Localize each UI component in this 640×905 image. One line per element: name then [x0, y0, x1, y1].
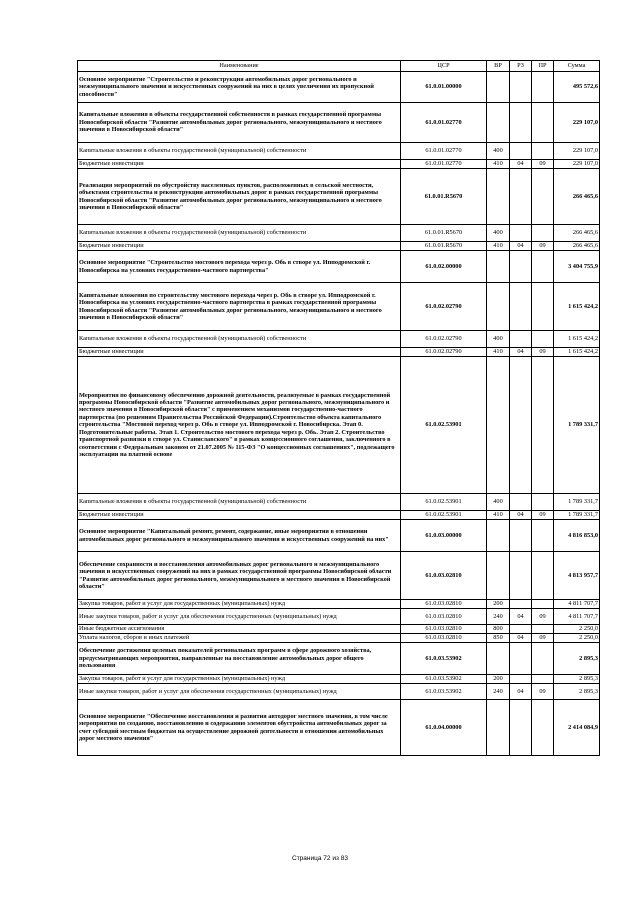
cell-name: Бюджетные инвестиции — [78, 160, 401, 169]
table-row — [78, 511, 600, 520]
header-pr: ПР — [532, 61, 554, 72]
table-row — [78, 600, 600, 609]
cell-vr — [487, 103, 510, 143]
cell-name: Бюджетные инвестиции — [78, 242, 401, 251]
cell-vr — [487, 169, 510, 225]
cell-pr — [532, 625, 554, 634]
table-row — [78, 348, 600, 357]
cell-pr: 09 — [532, 160, 554, 169]
cell-rz: 04 — [510, 684, 532, 700]
cell-csr: 61.0.01.00000 — [401, 72, 487, 103]
table-row — [78, 160, 600, 169]
cell-name: Иные закупки товаров, работ и услуг для обеспечения государственных (муниципальных) нужд — [78, 609, 401, 625]
cell-name: Основное мероприятие "Строительство мостового перехода через р. Обь в створе ул. Ипподромской г. Новосибирска на условиях государственно-частного партнерства" — [78, 251, 401, 283]
cell-vr: 410 — [487, 242, 510, 251]
cell-rz — [510, 72, 532, 103]
cell-name: Бюджетные инвестиции — [78, 511, 401, 520]
table-row — [78, 357, 600, 494]
cell-sum: 229 107,0 — [554, 143, 600, 160]
cell-rz — [510, 103, 532, 143]
cell-vr: 240 — [487, 684, 510, 700]
cell-sum: 3 404 755,9 — [554, 251, 600, 283]
cell-rz — [510, 357, 532, 494]
cell-vr: 400 — [487, 225, 510, 242]
cell-sum: 266 465,6 — [554, 225, 600, 242]
cell-csr: 61.0.03.00000 — [401, 520, 487, 552]
cell-csr: 61.0.02.53901 — [401, 494, 487, 511]
table-row — [78, 625, 600, 634]
cell-rz — [510, 251, 532, 283]
cell-csr: 61.0.02.02790 — [401, 331, 487, 348]
cell-csr: 61.0.03.53902 — [401, 675, 487, 684]
header-vr: ВР — [487, 61, 510, 72]
cell-sum: 229 107,0 — [554, 103, 600, 143]
cell-rz: 04 — [510, 609, 532, 625]
cell-rz — [510, 225, 532, 242]
header-name: Наименование — [78, 61, 401, 72]
cell-pr — [532, 169, 554, 225]
cell-sum: 1 789 331,7 — [554, 494, 600, 511]
cell-name: Обеспечение сохранности и восстановления автомобильных дорог регионального и межмуниципального значения и искусственных сооружений на них в рамках государственной программы Новосибирской области "Развитие автомобильных дорог регионального, межмуниципального и местного значения в Новосибирской области" — [78, 552, 401, 600]
cell-sum: 2 250,0 — [554, 625, 600, 634]
cell-pr — [532, 520, 554, 552]
table-row — [78, 700, 600, 756]
table-header-row — [78, 61, 600, 72]
cell-csr: 61.0.02.00000 — [401, 251, 487, 283]
cell-vr: 410 — [487, 511, 510, 520]
cell-name: Капитальные вложения в объекты государственной (муниципальной) собственности — [78, 331, 401, 348]
cell-vr — [487, 520, 510, 552]
cell-rz — [510, 169, 532, 225]
cell-sum: 1 615 424,2 — [554, 348, 600, 357]
cell-csr: 61.0.03.02810 — [401, 552, 487, 600]
cell-csr: 61.0.02.53901 — [401, 511, 487, 520]
cell-vr — [487, 552, 510, 600]
cell-name: Закупка товаров, работ и услуг для государственных (муниципальных) нужд — [78, 675, 401, 684]
table-row — [78, 225, 600, 242]
budget-table — [77, 60, 600, 756]
cell-pr: 09 — [532, 511, 554, 520]
cell-sum: 266 465,6 — [554, 242, 600, 251]
cell-name: Капитальные вложения в объекты государственной (муниципальной) собственности — [78, 143, 401, 160]
cell-name: Основное мероприятие "Строительство и реконструкция автомобильных дорог регионального и межмуниципального значения и искусственных сооружений на них в целях увеличения их пропускной способности" — [78, 72, 401, 103]
cell-pr — [532, 103, 554, 143]
cell-sum: 2 414 084,9 — [554, 700, 600, 756]
cell-csr: 61.0.02.02790 — [401, 348, 487, 357]
table-row — [78, 609, 600, 625]
cell-csr: 61.0.01.02770 — [401, 103, 487, 143]
cell-sum: 229 107,0 — [554, 160, 600, 169]
cell-rz: 04 — [510, 348, 532, 357]
table-row — [78, 169, 600, 225]
cell-name: Реализация мероприятий по обустройству населенных пунктов, расположенных в сельской местности, объектами строительства и реконструкции автомобильных дорог в рамках государственной программы Новосибирской области "Развитие автомобильных дорог регионального, межмуниципального и местного значения в Новосибирской области" — [78, 169, 401, 225]
cell-name: Бюджетные инвестиции — [78, 348, 401, 357]
cell-vr — [487, 700, 510, 756]
cell-pr — [532, 552, 554, 600]
cell-csr: 61.0.01.R5670 — [401, 242, 487, 251]
cell-vr: 400 — [487, 494, 510, 511]
cell-rz — [510, 700, 532, 756]
cell-csr: 61.0.03.53902 — [401, 684, 487, 700]
cell-rz: 04 — [510, 511, 532, 520]
cell-csr: 61.0.03.02810 — [401, 600, 487, 609]
cell-sum: 1 789 331,7 — [554, 511, 600, 520]
table-row — [78, 251, 600, 283]
cell-pr — [532, 251, 554, 283]
cell-rz — [510, 675, 532, 684]
cell-csr: 61.0.03.02810 — [401, 634, 487, 643]
table-row — [78, 72, 600, 103]
cell-name: Капитальные вложения в объекты государственной (муниципальной) собственности — [78, 225, 401, 242]
cell-pr — [532, 283, 554, 331]
page-number: Страница 72 из 83 — [292, 855, 348, 862]
cell-name: Мероприятия по финансовому обеспечению дорожной деятельности, реализуемые в рамках государственной программы Новосибирской области "Развитие автомобильных дорог регионального, межмуниципального и местного значения в Новосибирской области" с применением механизмов государственно-частного партнерства (по решениям Правительства Российской Федерации).Строительство объекта капитального строительства "Мостовой переход через р. Обь в створе ул. Ипподромской г. Новосибирска. Этап 0. Подготовительные работы. Этап 1. Строительство мостового перехода через р. Обь. Этап 2. Строительство транспортной развязки в створе ул. Станиславского" в рамках концессионного соглашения, заключенного в соответствии с Федеральным законом от 21.07.2005 № 115-ФЗ "О концессионных соглашениях", подлежащего эксплуатации на платной основе — [78, 357, 401, 494]
cell-name: Капитальные вложения в объекты государственной собственности в рамках государственной программы Новосибирской области "Развитие автомобильных дорог регионального, межмуниципального и местного значения в Новосибирской области" — [78, 103, 401, 143]
table-row — [78, 331, 600, 348]
table-row — [78, 552, 600, 600]
cell-pr: 09 — [532, 609, 554, 625]
cell-rz — [510, 143, 532, 160]
cell-rz: 04 — [510, 242, 532, 251]
cell-vr: 240 — [487, 609, 510, 625]
table-row — [78, 634, 600, 643]
cell-vr — [487, 643, 510, 675]
cell-name: Обеспечение достижения целевых показателей региональных программ в сфере дорожного хозяйства, предусматривающих мероприятия, направленные на восстановление автомобильных дорог общего пользования — [78, 643, 401, 675]
table-row — [78, 494, 600, 511]
cell-pr — [532, 225, 554, 242]
cell-sum: 2 895,3 — [554, 675, 600, 684]
cell-name: Основное мероприятие "Капитальный ремонт, ремонт, содержание, иные мероприятия в отношении автомобильных дорог регионального и межмуниципального значения и искусственных сооружений на них" — [78, 520, 401, 552]
cell-vr: 800 — [487, 625, 510, 634]
table-row — [78, 103, 600, 143]
cell-csr: 61.0.02.02790 — [401, 283, 487, 331]
cell-pr — [532, 700, 554, 756]
cell-sum: 1 615 424,2 — [554, 283, 600, 331]
table-row — [78, 684, 600, 700]
cell-vr: 400 — [487, 331, 510, 348]
cell-pr — [532, 72, 554, 103]
cell-name: Капитальные вложения в объекты государственной (муниципальной) собственности — [78, 494, 401, 511]
cell-pr — [532, 600, 554, 609]
cell-rz — [510, 331, 532, 348]
cell-rz: 04 — [510, 160, 532, 169]
cell-vr: 850 — [487, 634, 510, 643]
cell-vr: 410 — [487, 348, 510, 357]
cell-rz — [510, 520, 532, 552]
cell-vr — [487, 72, 510, 103]
cell-sum: 4 811 707,7 — [554, 600, 600, 609]
cell-pr — [532, 357, 554, 494]
cell-vr: 410 — [487, 160, 510, 169]
cell-pr: 09 — [532, 348, 554, 357]
cell-rz — [510, 283, 532, 331]
cell-sum: 4 811 707,7 — [554, 609, 600, 625]
cell-name: Иные бюджетные ассигнования — [78, 625, 401, 634]
cell-pr — [532, 675, 554, 684]
cell-csr: 61.0.01.02770 — [401, 143, 487, 160]
header-sum: Сумма — [554, 61, 600, 72]
header-rz: РЗ — [510, 61, 532, 72]
cell-sum: 2 895,3 — [554, 643, 600, 675]
cell-pr — [532, 331, 554, 348]
cell-pr: 09 — [532, 634, 554, 643]
cell-pr: 09 — [532, 684, 554, 700]
cell-name: Капитальные вложения по строительству мостового перехода через р. Обь в створе ул. Ипподромской г. Новосибирска на условиях государственно-частного партнерства в рамках государственной программы Новосибирской области "Развитие автомобильных дорог регионального, межмуниципального и местного значения в Новосибирской области" — [78, 283, 401, 331]
cell-sum: 1 789 331,7 — [554, 357, 600, 494]
cell-sum: 2 895,3 — [554, 684, 600, 700]
cell-vr — [487, 251, 510, 283]
cell-sum: 2 250,0 — [554, 634, 600, 643]
table-row — [78, 143, 600, 160]
cell-vr: 200 — [487, 600, 510, 609]
cell-sum: 4 816 853,0 — [554, 520, 600, 552]
cell-pr: 09 — [532, 242, 554, 251]
table-row — [78, 520, 600, 552]
table-row — [78, 283, 600, 331]
cell-sum: 1 615 424,2 — [554, 331, 600, 348]
cell-csr: 61.0.03.53902 — [401, 643, 487, 675]
cell-name: Основное мероприятие "Обеспечение восстановления и развития автодорог местного значения, в том числе мероприятия по созданию, восстановлению и содержанию элементов обустройства автомобильных дорог за счет субсидий местным бюджетам на осуществление дорожной деятельности в отношении автомобильных дорог местного значения" — [78, 700, 401, 756]
cell-rz — [510, 600, 532, 609]
cell-sum: 495 572,6 — [554, 72, 600, 103]
cell-vr — [487, 283, 510, 331]
cell-csr: 61.0.01.R5670 — [401, 169, 487, 225]
table-row — [78, 643, 600, 675]
header-csr: ЦСР — [401, 61, 487, 72]
cell-name: Уплата налогов, сборов и иных платежей — [78, 634, 401, 643]
cell-vr — [487, 357, 510, 494]
table-row — [78, 242, 600, 251]
cell-vr: 400 — [487, 143, 510, 160]
cell-csr: 61.0.03.02810 — [401, 609, 487, 625]
cell-csr: 61.0.01.R5670 — [401, 225, 487, 242]
cell-rz — [510, 494, 532, 511]
cell-rz — [510, 625, 532, 634]
cell-csr: 61.0.04.00000 — [401, 700, 487, 756]
cell-csr: 61.0.03.02810 — [401, 625, 487, 634]
cell-name: Закупка товаров, работ и услуг для государственных (муниципальных) нужд — [78, 600, 401, 609]
cell-csr: 61.0.02.53901 — [401, 357, 487, 494]
table-body — [78, 72, 600, 756]
cell-vr: 200 — [487, 675, 510, 684]
cell-pr — [532, 494, 554, 511]
cell-csr: 61.0.01.02770 — [401, 160, 487, 169]
cell-rz — [510, 552, 532, 600]
cell-rz — [510, 643, 532, 675]
cell-rz: 04 — [510, 634, 532, 643]
table-row — [78, 675, 600, 684]
cell-pr — [532, 643, 554, 675]
cell-sum: 266 465,6 — [554, 169, 600, 225]
cell-name: Иные закупки товаров, работ и услуг для обеспечения государственных (муниципальных) нужд — [78, 684, 401, 700]
cell-pr — [532, 143, 554, 160]
cell-sum: 4 813 957,7 — [554, 552, 600, 600]
